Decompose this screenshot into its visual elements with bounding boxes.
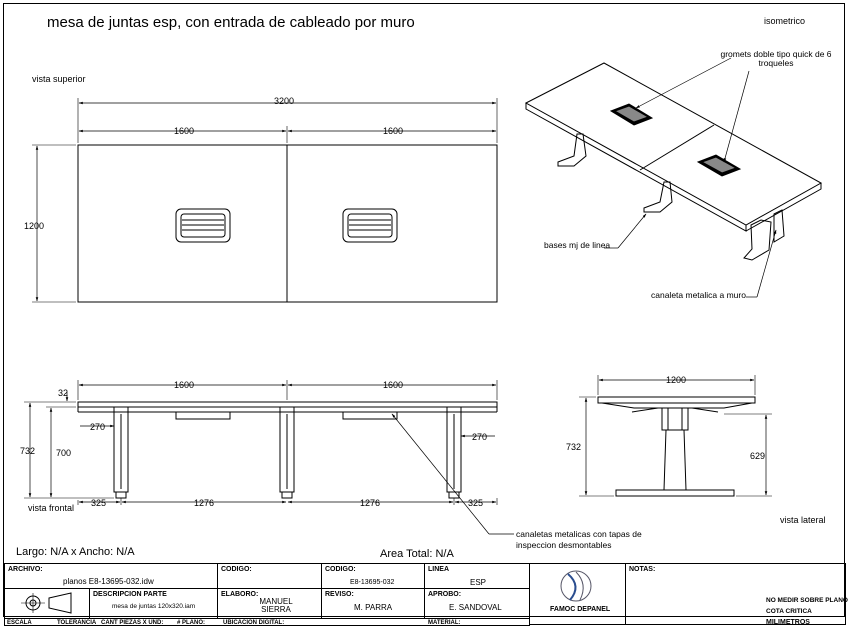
front-view-label: vista frontal [28,503,75,513]
tb-codigo: CODIGO: [218,563,322,589]
dim-270-right: 270 [472,432,488,442]
tb-codigo-area: CODIGO: E8-13695-032 [322,563,425,589]
dim-front-1600-left: 1600 [173,380,195,390]
drawing-title: mesa de juntas esp, con entrada de cableado por muro [47,14,415,31]
dim-1276-right: 1276 [359,498,381,508]
dim-270-left: 270 [90,422,106,432]
grommet-left [176,209,230,242]
tb-linea: LINEA ESP [425,563,530,589]
tb-notas: NOTAS: NO MEDIR SOBRE PLANO COTA CRITICA MILIMETROS [626,563,846,625]
iso-view-label: isometrico [764,16,806,26]
iso-leg-3 [744,220,771,260]
tb-reviso: REVISO: M. PARRA [322,589,425,619]
dim-side-732: 732 [566,442,582,452]
callout-canaleta: canaleta metalica a muro [651,290,746,300]
side-view [579,375,772,496]
callout-canaletas-front: canaletas metalicas con tapas de inspeccion desmontables [516,529,642,550]
dim-1600-right: 1600 [382,126,404,136]
tb-linea-value: ESP [470,578,487,587]
size-line: Largo: N/A x Ancho: N/A [16,546,135,558]
projection-symbol-icon [5,589,91,617]
dim-325-left: 325 [91,498,107,508]
dim-side-1200: 1200 [665,375,687,385]
callout-bases: bases mj de linea [544,240,611,250]
title-block [4,563,848,626]
front-view [24,380,514,534]
side-leg-base [616,490,734,496]
tb-elaboro-value: MANUEL SIERRA [259,597,293,614]
side-tabletop [598,397,755,403]
tb-note-1: NO MEDIR SOBRE PLANO [766,597,848,604]
drawing-sheet [3,3,848,626]
dim-side-629: 629 [750,451,766,461]
front-canaleta-right [343,412,397,419]
callout-grommets: gromets doble tipo quick de 6 troqueles [720,49,832,69]
tb-note-2: COTA CRITICA [766,608,812,615]
dim-32: 32 [58,388,69,398]
dim-732: 732 [20,446,36,456]
top-view [32,98,497,302]
tb-descripcion-value: mesa de juntas 120x320.iam [112,603,196,610]
top-view-label: vista superior [32,74,86,84]
isometric-view [526,58,821,297]
dim-1200: 1200 [24,221,45,231]
dim-700: 700 [56,448,72,458]
tb-archivo: ARCHIVO: planos E8-13695-032.idw [4,563,218,589]
dim-1276-left: 1276 [193,498,215,508]
side-view-label: vista lateral [780,515,826,525]
drawing-canvas [4,4,846,564]
company-logo-icon [530,566,624,606]
iso-leg-2 [644,182,672,212]
tb-bottom-row: ESCALA TOLERANCIA CANT PIEZAS X UND: # PLANO: UBICACION DIGITAL: MATERIAL: [4,618,530,626]
tb-archivo-value: planos E8-13695-032.idw [63,577,154,586]
tb-company: FAMOC DEPANEL [550,606,611,613]
side-canaleta [662,408,688,430]
tb-reviso-value: M. PARRA [354,603,393,612]
tb-projection-symbol [4,589,90,619]
tb-aprobo-value: E. SANDOVAL [449,603,502,612]
dim-front-1600-right: 1600 [382,380,404,390]
tb-aprobo: APROBO: E. SANDOVAL [425,589,530,619]
tb-descripcion: DESCRIPCION PARTE mesa de juntas 120x320.iam [90,589,218,619]
side-leg-column [664,430,686,490]
front-leg-1 [114,407,128,498]
dim-1600-left: 1600 [173,126,195,136]
iso-tabletop [526,63,821,225]
front-canaleta-left [176,412,230,419]
dim-3200: 3200 [273,96,295,106]
area-line: Area Total: N/A [380,548,454,560]
iso-leg-1 [558,134,586,166]
dim-325-right: 325 [468,498,484,508]
grommet-right [343,209,397,242]
tb-logo [530,563,626,625]
front-tabletop [78,402,497,407]
tb-units: MILIMETROS [766,619,810,626]
tb-elaboro: ELABORO: MANUEL SIERRA [218,589,322,619]
front-leg-2 [280,407,294,498]
